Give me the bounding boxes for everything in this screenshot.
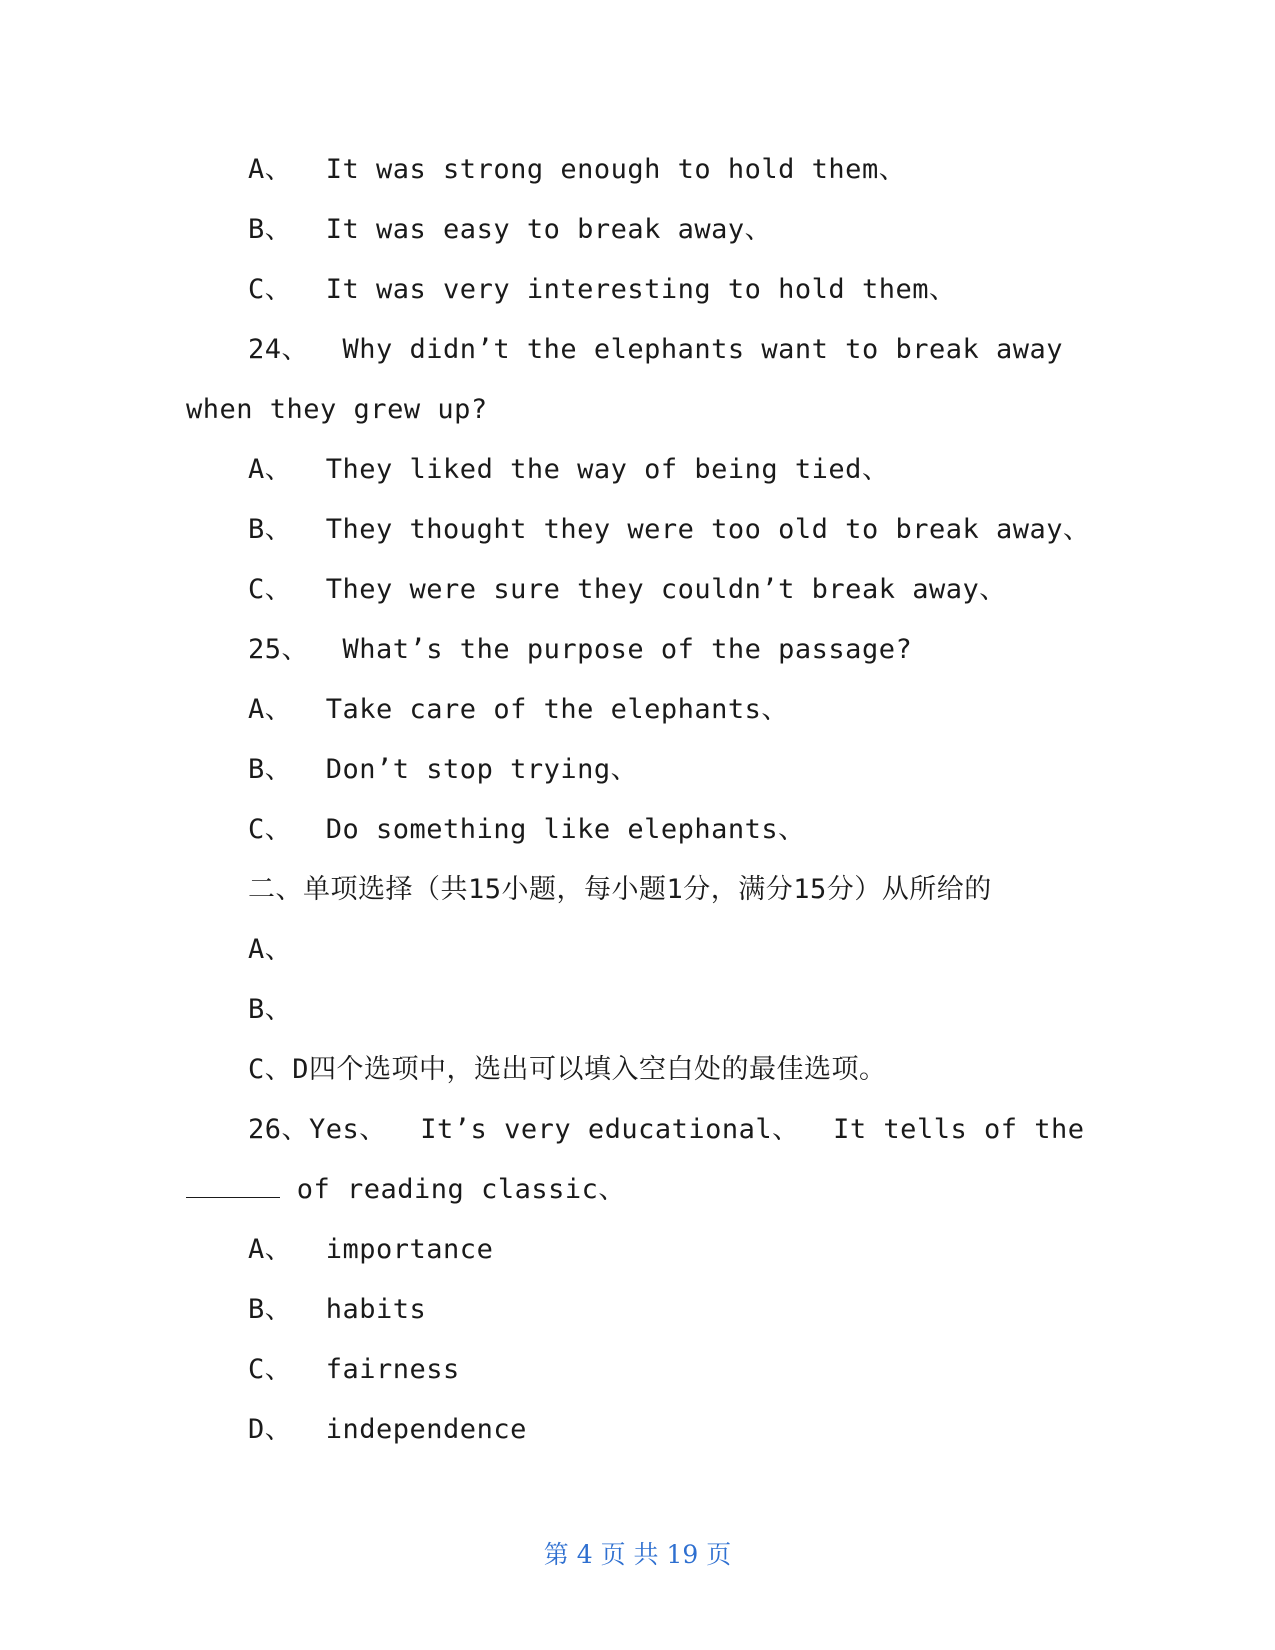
option-23c: C、 It was very interesting to hold them、 bbox=[248, 274, 957, 305]
option-26d: D、 independence bbox=[248, 1414, 527, 1445]
question-26: 26、Yes、 It’s very educational、 It tells of the bbox=[248, 1114, 1085, 1145]
question-26-continued bbox=[186, 1173, 626, 1207]
question-24-continued: when they grew up? bbox=[186, 394, 488, 425]
option-26a: A、 importance bbox=[248, 1234, 494, 1265]
option-24a: A、 They liked the way of being tied、 bbox=[248, 454, 890, 485]
question-26-tail: of reading classic、 bbox=[280, 1174, 626, 1205]
option-24b: B、 They thought they were too old to break away、 bbox=[248, 514, 1091, 545]
option-26c: C、 fairness bbox=[248, 1354, 460, 1385]
option-26b: B、 habits bbox=[248, 1294, 427, 1325]
section-option-b: B、 bbox=[248, 994, 293, 1025]
option-25b: B、 Don’t stop trying、 bbox=[248, 754, 639, 785]
option-23a: A、 It was strong enough to hold them、 bbox=[248, 154, 907, 185]
section-instruction: C、D四个选项中，选出可以填入空白处的最佳选项。 bbox=[248, 1054, 887, 1085]
question-25: 25、 What’s the purpose of the passage? bbox=[248, 634, 913, 665]
question-24: 24、 Why didn’t the elephants want to break away bbox=[248, 334, 1064, 365]
option-24c: C、 They were sure they couldn’t break away、 bbox=[248, 574, 1007, 605]
option-23b: B、 It was easy to break away、 bbox=[248, 214, 773, 245]
section-option-a: A、 bbox=[248, 934, 293, 965]
option-25c: C、 Do something like elephants、 bbox=[248, 814, 806, 845]
page-number-footer: 第 4 页 共 19 页 bbox=[543, 1540, 732, 1569]
answer-blank bbox=[186, 1175, 280, 1198]
section-heading: 二、单项选择（共15小题，每小题1分，满分15分）从所给的 bbox=[248, 874, 992, 905]
option-25a: A、 Take care of the elephants、 bbox=[248, 694, 789, 725]
